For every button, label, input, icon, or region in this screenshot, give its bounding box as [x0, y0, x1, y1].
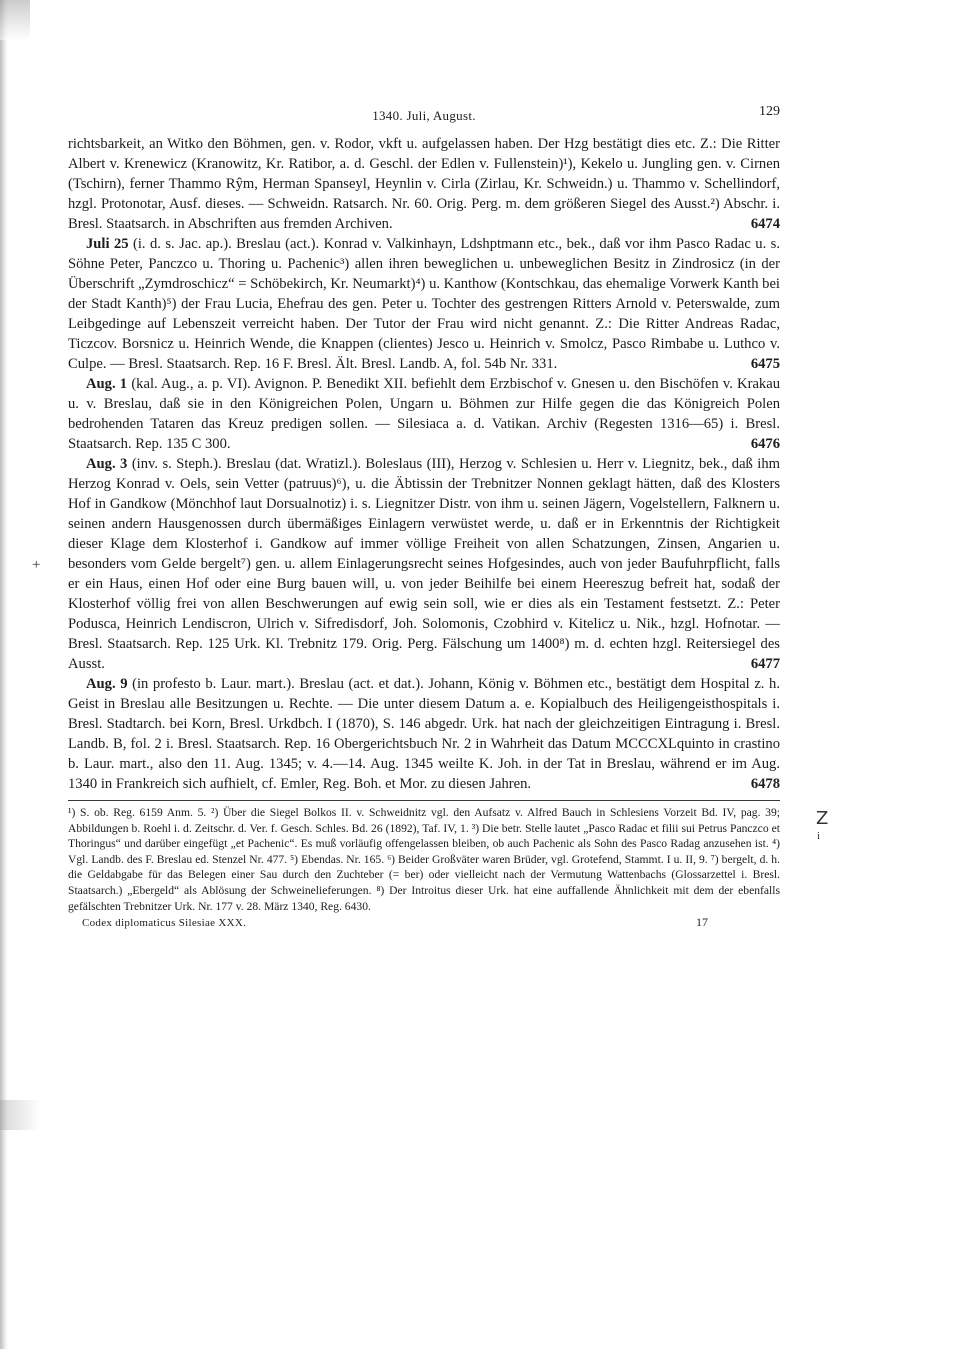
- margin-mark-left: +: [32, 557, 41, 573]
- entry-text: (i. d. s. Jac. ap.). Breslau (act.). Konrad v. Valkinhayn, Ldshptmann etc., bek., daß vor ihm Pasco Radac u. s. Söhne Peter, Panczco u. Thoring u. Pachenic³) allen ihren beweglichen u. unbeweglichen Besitz in Zindrosicz (in der Überschrift „Zymdroschicz“ = Schöbekirch, Kr. Neumarkt)⁴) u. Kanthow (Kontschkau, das ehemalige Vorwerk Kanth bei der Stadt Kanth)⁵) der Frau Lucia, Ehefrau des gen. Peter u. Tochter des gestrengen Ritters Arnold v. Peterswalde, zum Leibgedinge auf Lebenszeit verreicht haben. Der Tutor der Frau wird nicht genannt. Z.: Die Ritter Andreas Radac, Ticzcov. Borsnicz u. Heinrich Wende, die Knappen (clientes) Jesco u. Heinrich v. Smolcz, Pasco Rimbabe u. Luthco v. Culpe. — Bresl. Staatsarch. Rep. 16 F. Bresl. Ält. Bresl. Landb. A, fol. 54b Nr. 331.: [68, 236, 780, 372]
- series-title: Codex diplomaticus Silesiae XXX.: [82, 917, 247, 930]
- entry-6476: [68, 374, 780, 454]
- scan-edge: [0, 0, 8, 1349]
- regest-number: 6476: [750, 436, 780, 452]
- entry-text: (inv. s. Steph.). Breslau (dat. Wratizl.). Boleslaus (III), Herzog v. Schlesien u. Herr v. Liegnitz, bek., daß ihm Herzog Konrad v. Oels, sein Vetter (patruus)⁶), u. die Äbtissin der Trebnitzer Nonnen geklagt hätten, daß des Klosters Hof in Gandkow (Mönchhof laut Dorsualnotiz) i. s. Liegnitzer Distr. von ihm u. seinen Jägern, Vogelstellern, Falknern u. seinen andern Hausgenossen durch übermäßiges Einlagern verwüstet werde, u. daß er in Erkenntnis der Richtigkeit dieser Klage dem Klosterhof i. Gandkow auf immer völlige Freiheit von allen Schatzungen, Zinsen, Angarien u. besonders vom Gelde bergelt⁷) gen. u. allem Einlagerungsrecht seines Hofgesindes, auch von jeder Baufuhrpflicht, falls er ein Haus, einen Hof oder eine Burg bauen will, u. von jeder Beihilfe bei einem Heereszug befreit hat, sodaß der Klosterhof völlig frei von allen Beschwerungen auf ewig sein soll, wie er dies als ein Testament festsetzt. Z.: Peter Podusca, Heinrich Lendiscron, Ulrich v. Sifredisdorf, Joh. Solomonis, Czobhird v. Kitelicz u. Nik., hzgl. Hofnotar. — Bresl. Staatsarch. Rep. 125 Urk. Kl. Trebnitz 179. Orig. Perg. Fälschung um 1400⁸) m. d. echten hzgl. Reitersiegel des Ausst.: [68, 456, 781, 672]
- footnotes: [68, 805, 780, 914]
- footnotes-text: ¹) S. ob. Reg. 6159 Anm. 5. ²) Über die Siegel Bolkos II. v. Schweidnitz vgl. den Aufsatz v. Alfred Bauch in Schlesiens Vorzeit Bd. IV, pag. 39; Abbildungen b. Roehl i. d. Zeitschr. d. Ver. f. Gesch. Schles. Bd. 26 (1892), Taf. IV, 1. ³) Die betr. Stelle lautet „Pasco Radac et filii sui Petrus Panczco et Thoringus“ und darüber eingefügt „et Pachenic“. Es muß vorläufig offengelassen bleiben, ob auch Pachenic als Sohn des Pasco Radag anzusehen ist. ⁴) Vgl. Landb. des F. Breslau ed. Stenzel Nr. 477. ⁵) Ebendas. Nr. 165. ⁶) Beider Großväter waren Brüder, vgl. Grotefend, Stammt. I u. II, 9. ⁷) bergelt, d. h. die Geldabgabe für das Belegen einer Sau durch den Zuchteber (= ber) oder vielleicht nach der Vermutung Wattenbachs (Glossarzettel i. Bresl. Staatsarch.) „Ebergeld“ als Ablösung der Schweinelieferungen. ⁸) Der Introitus dieser Urk. hat eine auffallende Ähnlichkeit mit dem der ebenfalls gefälschten Trebnitzer Urk. Nr. 177 v. 28. März 1340, Reg. 6430.: [68, 806, 780, 913]
- page-number: 129: [759, 104, 780, 119]
- sheet-signature: 17: [696, 915, 708, 930]
- entry-text: (kal. Aug., a. p. VI). Avignon. P. Benedikt XII. befiehlt dem Erzbischof v. Gnesen u. den Bischöfen v. Krakau u. v. Breslau, daß sie in den Königreichen Polen, Ungarn u. Böhmen zur Hilfe gegen die das Königreich Polen bedrohenden Tataren das Kreuz predigen sollen. — Silesiaca a. d. Vatikan. Archiv (Regesten 1316—65) i. Bresl. Staatsarch. Rep. 135 C 300.: [68, 376, 780, 452]
- entry-date: Aug. 9: [86, 676, 128, 692]
- entry-6477: [68, 454, 780, 674]
- page-footer: [68, 917, 780, 933]
- body-text: [68, 134, 780, 794]
- margin-mark-right: Z: [816, 808, 829, 829]
- entry-date: Aug. 1: [86, 376, 128, 392]
- header-title: 1340. Juli, August.: [372, 108, 476, 123]
- entry-date: Aug. 3: [86, 456, 128, 472]
- entry-6475: [68, 234, 780, 374]
- margin-mark-right-small: i: [817, 830, 821, 842]
- regest-number: 6475: [750, 356, 780, 372]
- running-header: [68, 104, 780, 132]
- regest-number: 6474: [750, 216, 780, 232]
- footnote-rule: [68, 800, 780, 801]
- scan-edge-bottom: [0, 1100, 40, 1130]
- entry-date: Juli 25: [86, 236, 129, 252]
- entry-text: richtsbarkeit, an Witko den Böhmen, gen. v. Rodor, vkft u. aufgelassen haben. Der Hzg bestätigt dies etc. Z.: Die Ritter Albert v. Krenewicz (Kranowitz, Kr. Ratibor, a. d. Geschl. der Edlen v. Fullenstein)¹), Kekelo u. Jungling gen. v. Cirnen (Tschirn), ferner Thammo Rŷm, Herman Spanseyl, Heynlin v. Cirla (Zirlau, Kr. Schweidn.) u. Thammo v. Schellindorf, hzgl. Protonotar, Ausf. dieses. — Schweidn. Ratsarch. Nr. 60. Orig. Perg. m. dem größeren Siegel des Ausst.²) Abschr. i. Bresl. Staatsarch. in Abschriften aus fremden Archiven.: [68, 136, 780, 232]
- regest-number: 6477: [750, 656, 780, 672]
- entry-text: (in profesto b. Laur. mart.). Breslau (act. et dat.). Johann, König v. Böhmen etc., bestätigt dem Hospital z. h. Geist in Breslau alle Besitzungen u. Rechte. — Die unter diesem Datum a. e. Kopialbuch des Heiligengeisthospitals i. Bresl. Stadtarch. bei Korn, Bresl. Urkdbch. I (1870), S. 146 abgedr. Urk. hat nach der gleichzeitigen Eintragung i. Bresl. Landb. B, fol. 2 i. Bresl. Staatsarch. Rep. 16 Obergerichtsbuch Nr. 2 in Wahrheit das Datum MCCCXLquinto in crastino b. Laur. mart., also den 11. Aug. 1345; v. 4.—14. Aug. 1345 weilte K. Joh. in der Tat in Breslau, während er im Aug. 1340 in Frankreich sich aufhielt, cf. Emler, Reg. Boh. et Mor. zu diesen Jahren.: [68, 676, 780, 792]
- entry-6474: [68, 134, 780, 234]
- page: [68, 104, 781, 933]
- regest-number: 6478: [750, 776, 780, 792]
- entry-6478: [68, 674, 780, 794]
- scan-edge-top: [0, 0, 30, 40]
